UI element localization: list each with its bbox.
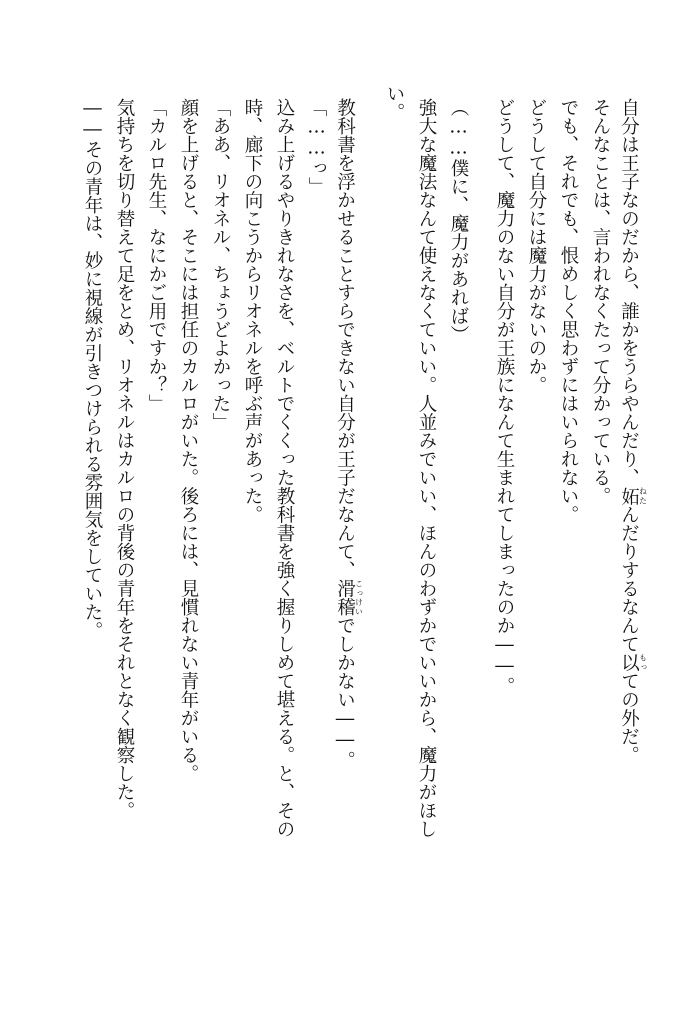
text-line-7: 強大な魔法なんて使えなくていい。人並みでいい、ほんのわずかでいいから、魔力がほし — [416, 98, 437, 838]
text-line-6: （……僕に、魔力があれば） — [448, 98, 469, 344]
text-line-14: 顔を上げると、そこには担任のカルロがいた。後ろには、見慣れない青年がいる。 — [178, 98, 199, 783]
ruby-kokkei: 滑稽 こっけい — [334, 579, 364, 616]
text-line-17: ――その青年は、妙に視線が引きつけられる雰囲気をしていた。 — [82, 98, 103, 640]
text-line-16: 気持ちを切り替えて足をとめ、リオネルはカルロの背後の青年をそれとなく観察した。 — [114, 98, 135, 820]
text-line-9: 教科書を浮かせることすらできない自分が王子だなんて、滑稽 こっけいでしかない――。 — [334, 98, 364, 769]
text-line-8: い。 — [384, 84, 405, 121]
ruby-ne: 妬 ねた — [618, 486, 648, 505]
text-line-1: 自分は王子なのだから、誰かをうらやんだり、妬 ねたんだりするなんて以 もっての外だ。 — [618, 98, 648, 764]
ruby-mo: 以 もっ — [618, 653, 648, 672]
text-line-3: でも、それでも、恨めしく思わずにはいられない。 — [558, 98, 579, 524]
text-line-10: 「……っ」 — [306, 98, 327, 196]
text-line-12: 時、廊下の向こうからリオネルを呼ぶ声があった。 — [242, 98, 263, 524]
text-line-2: そんなことは、言われなくたって分かっている。 — [590, 98, 611, 505]
text-line-15: 「カルロ先生、なにかご用ですか？」 — [146, 98, 167, 413]
text-line-5: どうして、魔力のない自分が王族になんて生まれてしまったのか――。 — [494, 98, 515, 695]
text-line-4: どうして自分には魔力がないのか。 — [526, 98, 547, 394]
text-line-13: 「ああ、リオネル、ちょうどよかった」 — [210, 98, 231, 431]
text-line-11: 込み上げるやりきれなさを、ベルトでくくった教科書を強く握りしめて堪える。と、その — [274, 98, 295, 838]
